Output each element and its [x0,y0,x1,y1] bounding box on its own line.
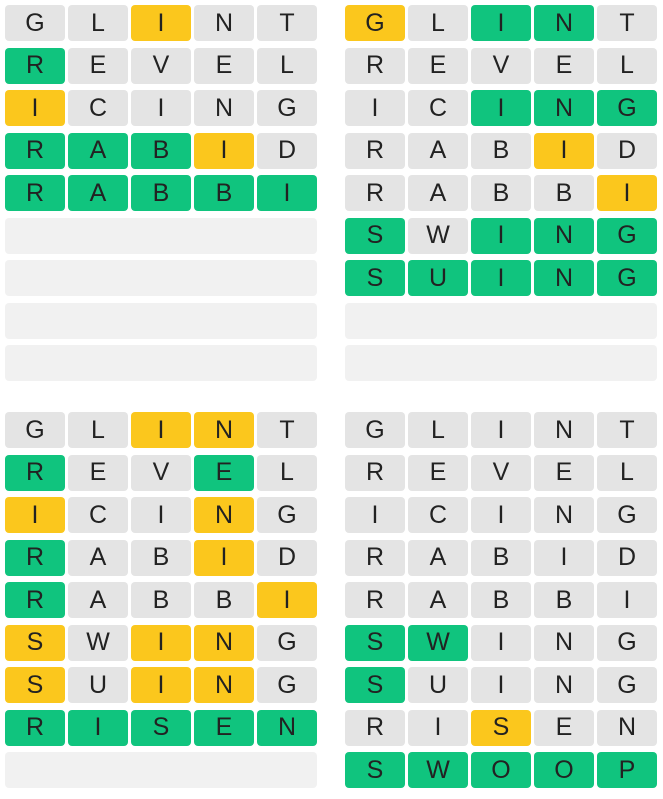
letter-tile: T [257,412,317,448]
letter-tile: B [471,540,531,576]
guess-row [5,540,317,576]
empty-row [5,752,317,788]
letter-tile: V [131,48,191,84]
letter-tile: N [257,710,317,746]
letter-tile: R [345,175,405,211]
letter-tile: D [597,540,657,576]
guess-row [5,667,317,703]
letter-tile: A [408,540,468,576]
letter-tile: S [345,218,405,254]
letter-tile: B [131,133,191,169]
letter-tile: G [5,5,65,41]
letter-tile: L [408,412,468,448]
letter-tile: G [345,412,405,448]
letter-tile: T [257,5,317,41]
letter-tile: I [131,5,191,41]
letter-tile: I [471,218,531,254]
letter-tile: R [345,455,405,491]
letter-tile: S [471,710,531,746]
letter-tile: E [408,48,468,84]
letter-tile: O [471,752,531,788]
letter-tile: N [194,625,254,661]
letter-tile: G [597,260,657,296]
letter-tile: R [5,540,65,576]
empty-row [5,345,317,381]
guess-row [345,540,657,576]
letter-tile: I [131,412,191,448]
guess-row [5,133,317,169]
letter-tile: I [131,667,191,703]
letter-tile: W [408,752,468,788]
letter-tile: I [597,175,657,211]
letter-tile: I [471,625,531,661]
letter-tile: R [5,133,65,169]
letter-tile: G [257,90,317,126]
letter-tile: C [408,497,468,533]
letter-tile: B [194,175,254,211]
letter-tile: E [534,48,594,84]
guess-row [345,218,657,254]
letter-tile: G [597,497,657,533]
letter-tile: I [471,667,531,703]
letter-tile: B [131,582,191,618]
letter-tile: B [471,133,531,169]
letter-tile: G [597,667,657,703]
letter-tile: I [471,412,531,448]
letter-tile: W [408,218,468,254]
guess-row [345,710,657,746]
letter-tile: E [68,455,128,491]
letter-tile: A [408,133,468,169]
letter-tile: I [408,710,468,746]
guess-row [5,497,317,533]
letter-tile: I [194,133,254,169]
letter-tile: G [597,625,657,661]
letter-tile: W [68,625,128,661]
letter-tile: N [597,710,657,746]
letter-tile: N [534,497,594,533]
letter-tile: B [194,582,254,618]
letter-tile: A [408,175,468,211]
letter-tile: G [345,5,405,41]
letter-tile: N [194,667,254,703]
letter-tile: A [408,582,468,618]
letter-tile: I [131,625,191,661]
letter-tile: I [345,90,405,126]
letter-tile: B [131,540,191,576]
letter-tile: L [68,5,128,41]
letter-tile: A [68,175,128,211]
letter-tile: B [534,582,594,618]
guess-row [345,260,657,296]
letter-tile: E [194,455,254,491]
guess-row [345,48,657,84]
guess-row [345,582,657,618]
letter-tile: N [534,412,594,448]
letter-tile: I [5,90,65,126]
letter-tile: S [5,625,65,661]
letter-tile: S [5,667,65,703]
letter-tile: R [345,582,405,618]
letter-tile: D [257,540,317,576]
letter-tile: B [471,582,531,618]
empty-row [345,345,657,381]
letter-tile: L [408,5,468,41]
letter-tile: N [534,90,594,126]
letter-tile: A [68,133,128,169]
letter-tile: G [597,218,657,254]
guess-row [345,5,657,41]
letter-tile: I [471,90,531,126]
empty-row [5,303,317,339]
letter-tile: S [345,752,405,788]
letter-tile: A [68,582,128,618]
board-top-right [345,5,657,385]
letter-tile: R [345,48,405,84]
letter-tile: U [408,667,468,703]
letter-tile: I [345,497,405,533]
letter-tile: I [534,133,594,169]
letter-tile: U [68,667,128,703]
letter-tile: L [257,48,317,84]
letter-tile: O [534,752,594,788]
letter-tile: L [597,455,657,491]
letter-tile: N [194,5,254,41]
letter-tile: N [534,625,594,661]
letter-tile: E [68,48,128,84]
empty-row [345,303,657,339]
letter-tile: E [194,48,254,84]
empty-row [5,260,317,296]
letter-tile: I [131,497,191,533]
guess-row [345,455,657,491]
letter-tile: P [597,752,657,788]
letter-tile: R [345,133,405,169]
letter-tile: I [471,260,531,296]
letter-tile: T [597,412,657,448]
letter-tile: S [345,667,405,703]
letter-tile: N [534,5,594,41]
letter-tile: L [257,455,317,491]
letter-tile: I [597,582,657,618]
letter-tile: T [597,5,657,41]
letter-tile: R [5,48,65,84]
empty-row [5,218,317,254]
letter-tile: N [194,90,254,126]
letter-tile: G [597,90,657,126]
letter-tile: V [471,48,531,84]
letter-tile: R [345,710,405,746]
guess-row [5,175,317,211]
guess-row [5,625,317,661]
letter-tile: R [345,540,405,576]
letter-tile: E [408,455,468,491]
board-bottom-left [5,412,317,792]
letter-tile: N [194,497,254,533]
letter-tile: I [5,497,65,533]
guess-row [345,497,657,533]
letter-tile: E [194,710,254,746]
guess-row [5,90,317,126]
guess-row [345,133,657,169]
guess-row [5,710,317,746]
letter-tile: N [194,412,254,448]
letter-tile: L [597,48,657,84]
letter-tile: I [257,175,317,211]
guess-row [5,412,317,448]
letter-tile: W [408,625,468,661]
guess-row [345,90,657,126]
letter-tile: I [471,497,531,533]
letter-tile: R [5,455,65,491]
letter-tile: S [345,260,405,296]
letter-tile: I [534,540,594,576]
letter-tile: I [471,5,531,41]
guess-row [345,667,657,703]
letter-tile: R [5,710,65,746]
letter-tile: D [597,133,657,169]
guess-row [345,412,657,448]
letter-tile: A [68,540,128,576]
letter-tile: S [345,625,405,661]
letter-tile: I [194,540,254,576]
letter-tile: B [471,175,531,211]
letter-tile: N [534,218,594,254]
letter-tile: C [408,90,468,126]
letter-tile: C [68,90,128,126]
letter-tile: N [534,260,594,296]
letter-tile: G [257,625,317,661]
board-bottom-right [345,412,657,792]
letter-tile: V [471,455,531,491]
guess-row [5,455,317,491]
letter-tile: D [257,133,317,169]
letter-tile: S [131,710,191,746]
letter-tile: B [534,175,594,211]
guess-row [5,5,317,41]
guess-row [345,625,657,661]
letter-tile: L [68,412,128,448]
letter-tile: I [131,90,191,126]
letter-tile: R [5,582,65,618]
letter-tile: U [408,260,468,296]
letter-tile: C [68,497,128,533]
letter-tile: E [534,710,594,746]
guess-row [5,582,317,618]
letter-tile: N [534,667,594,703]
letter-tile: R [5,175,65,211]
guess-row [345,175,657,211]
letter-tile: G [5,412,65,448]
guess-row [5,48,317,84]
letter-tile: V [131,455,191,491]
letter-tile: B [131,175,191,211]
letter-tile: G [257,497,317,533]
letter-tile: G [257,667,317,703]
letter-tile: E [534,455,594,491]
letter-tile: I [68,710,128,746]
letter-tile: I [257,582,317,618]
board-top-left [5,5,317,385]
guess-row [345,752,657,788]
